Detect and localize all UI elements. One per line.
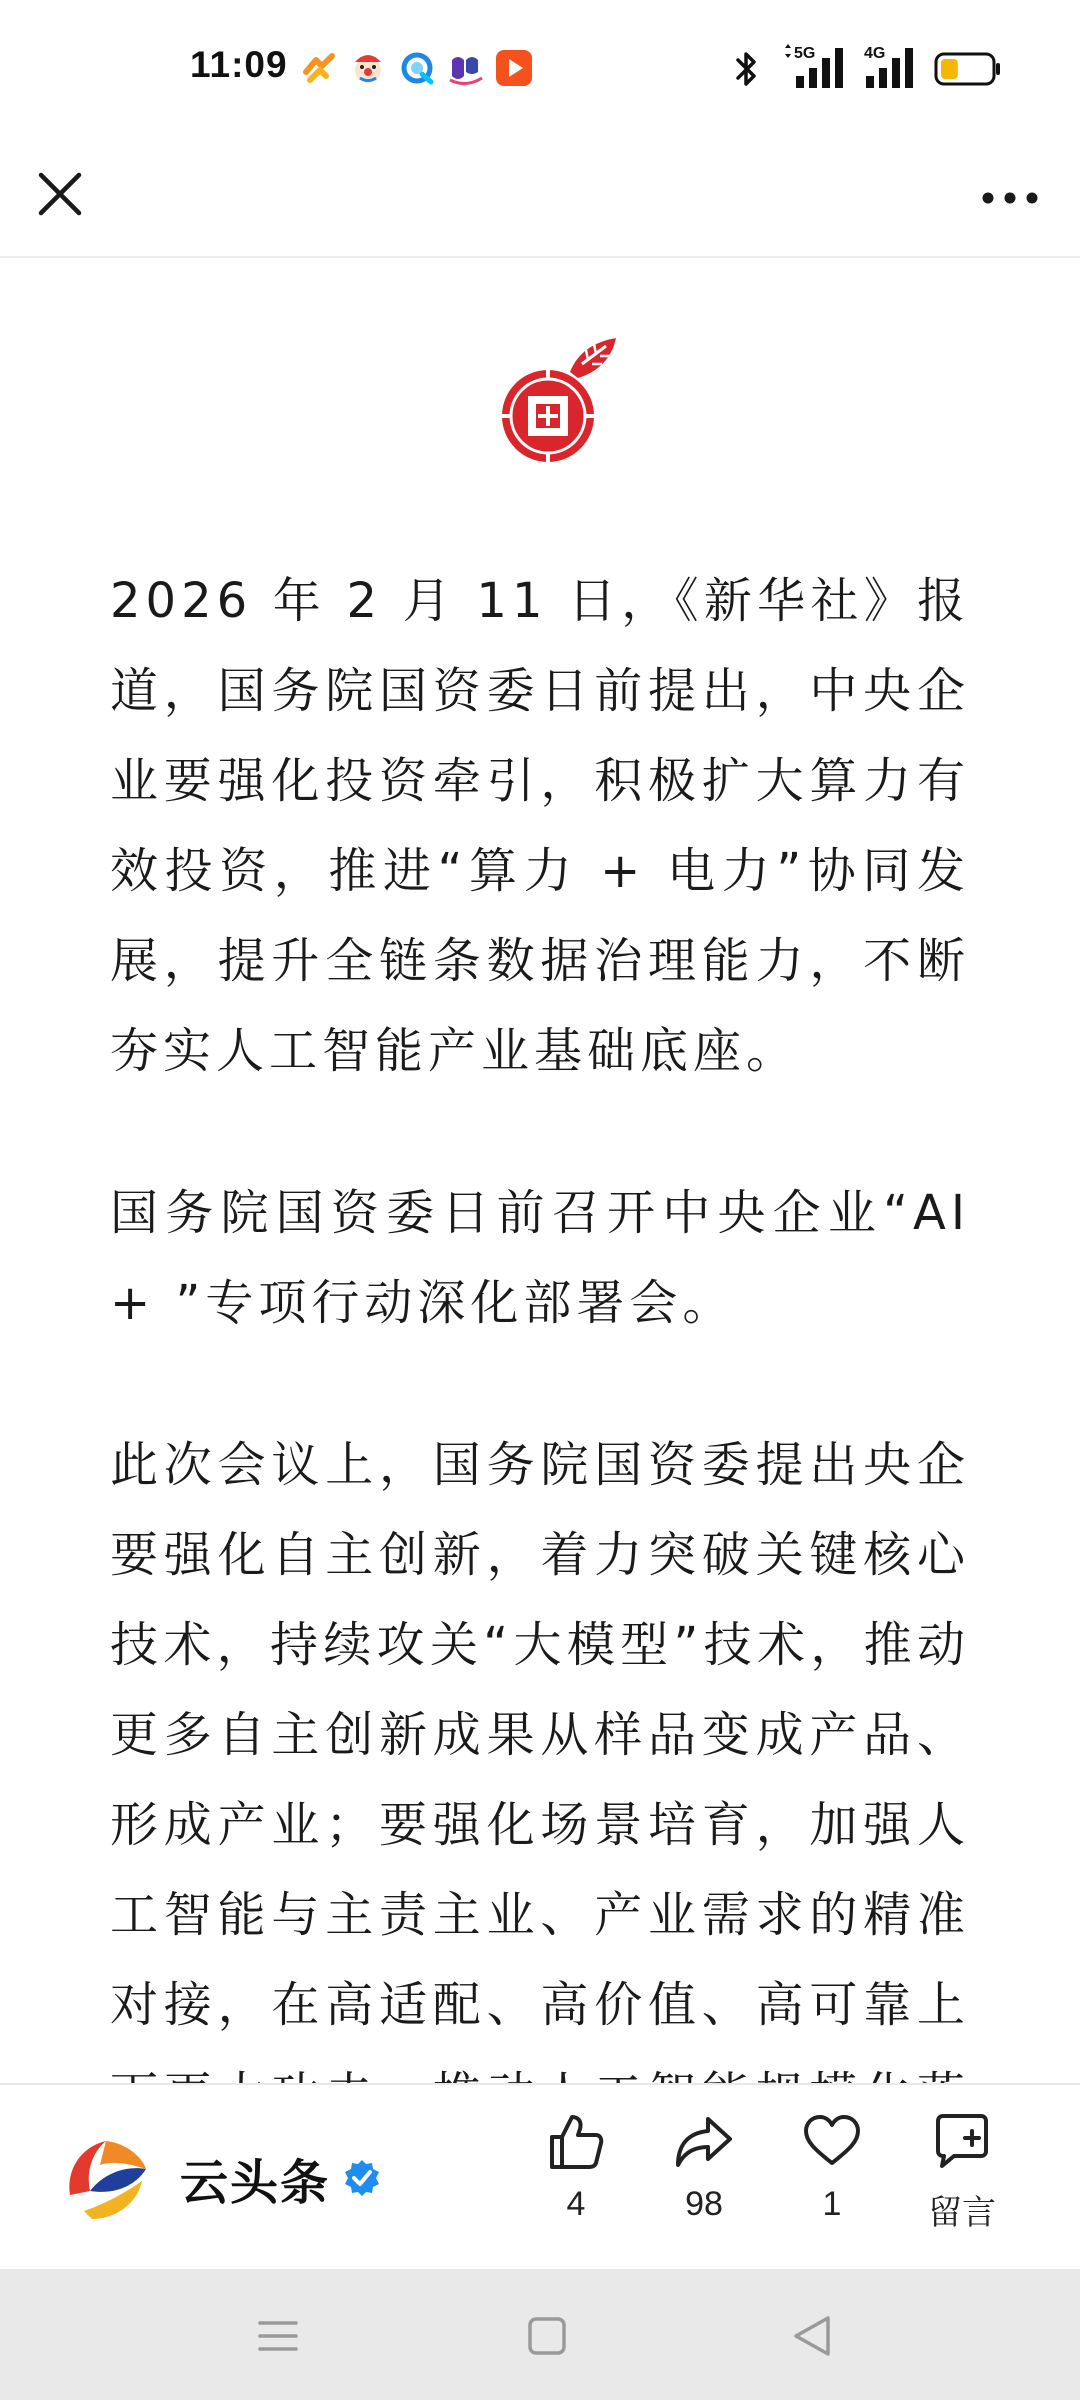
bluetooth-icon	[732, 48, 762, 90]
sasac-emblem-icon	[478, 334, 628, 464]
battery-icon	[934, 52, 1002, 86]
status-time: 11:09	[190, 44, 288, 85]
article-body	[110, 556, 970, 2082]
author-profile[interactable]	[62, 2135, 382, 2221]
battery-level	[941, 59, 958, 79]
home-button[interactable]	[512, 2301, 582, 2371]
heart-icon	[800, 2109, 864, 2173]
thumbs-up-icon	[544, 2109, 608, 2173]
action-bar	[0, 2083, 1080, 2271]
author-avatar[interactable]	[62, 2135, 148, 2221]
network-5g-label: 5G	[794, 45, 816, 62]
app-notif-purple-icon	[448, 50, 484, 86]
back-icon	[778, 2301, 848, 2371]
app-notif-clown-icon	[350, 50, 386, 86]
comment-label: 留言	[928, 2193, 996, 2233]
system-nav-bar	[0, 2269, 1080, 2400]
close-icon	[22, 154, 98, 230]
author-avatar-icon	[62, 2135, 148, 2221]
article-paragraph-2: 国务院国资委日前召开中央企业“AI + ”专项行动深化部署会。	[110, 1185, 970, 1331]
share-count: 98	[685, 2185, 723, 2223]
app-notif-blue-icon	[400, 50, 436, 86]
menu-button[interactable]	[243, 2301, 313, 2371]
signal-4g-icon	[862, 44, 926, 90]
like-count: 4	[566, 2185, 586, 2223]
more-button[interactable]	[962, 154, 1058, 230]
comment-button[interactable]	[902, 2109, 1022, 2259]
verified-badge-icon	[342, 2158, 382, 2198]
network-4g-label: 4G	[864, 45, 886, 62]
article-paragraph-1: 2026 年 2 月 11 日，《新华社》报道，国务院国资委日前提出，中央企业要强化投资牵引，积极扩大算力有效投资，推进“算力 + 电力”协同发展，提升全链条数据治理能力，不断夯实人工智能产业基础底座。	[110, 573, 970, 1079]
back-button[interactable]	[778, 2301, 848, 2371]
app-notif-orange-icon	[302, 50, 338, 86]
like-button[interactable]	[516, 2109, 636, 2259]
favorite-count: 1	[822, 2185, 842, 2223]
signal-5g-icon	[782, 44, 852, 90]
share-arrow-icon	[672, 2109, 736, 2173]
top-nav	[0, 140, 1080, 258]
article-paragraph-3: 此次会议上，国务院国资委提出央企要强化自主创新，着力突破关键核心技术，持续攻关“大模型”技术，推动更多自主创新成果从样品变成产品、形成产业；要强化场景培育，加强人工智能与主责主业、产业需求的精准对接，在高适配、高价值、高可靠上	[110, 1437, 970, 2033]
share-button[interactable]	[644, 2109, 764, 2259]
author-name[interactable]: 云头条	[180, 2154, 331, 2211]
comment-add-icon	[930, 2109, 994, 2173]
menu-icon	[243, 2301, 313, 2371]
favorite-button[interactable]	[772, 2109, 892, 2259]
home-icon	[512, 2301, 582, 2371]
more-dots-icon	[962, 154, 1058, 230]
app-notif-video-icon	[496, 50, 532, 86]
status-bar	[0, 0, 1080, 140]
close-button[interactable]	[22, 154, 98, 230]
